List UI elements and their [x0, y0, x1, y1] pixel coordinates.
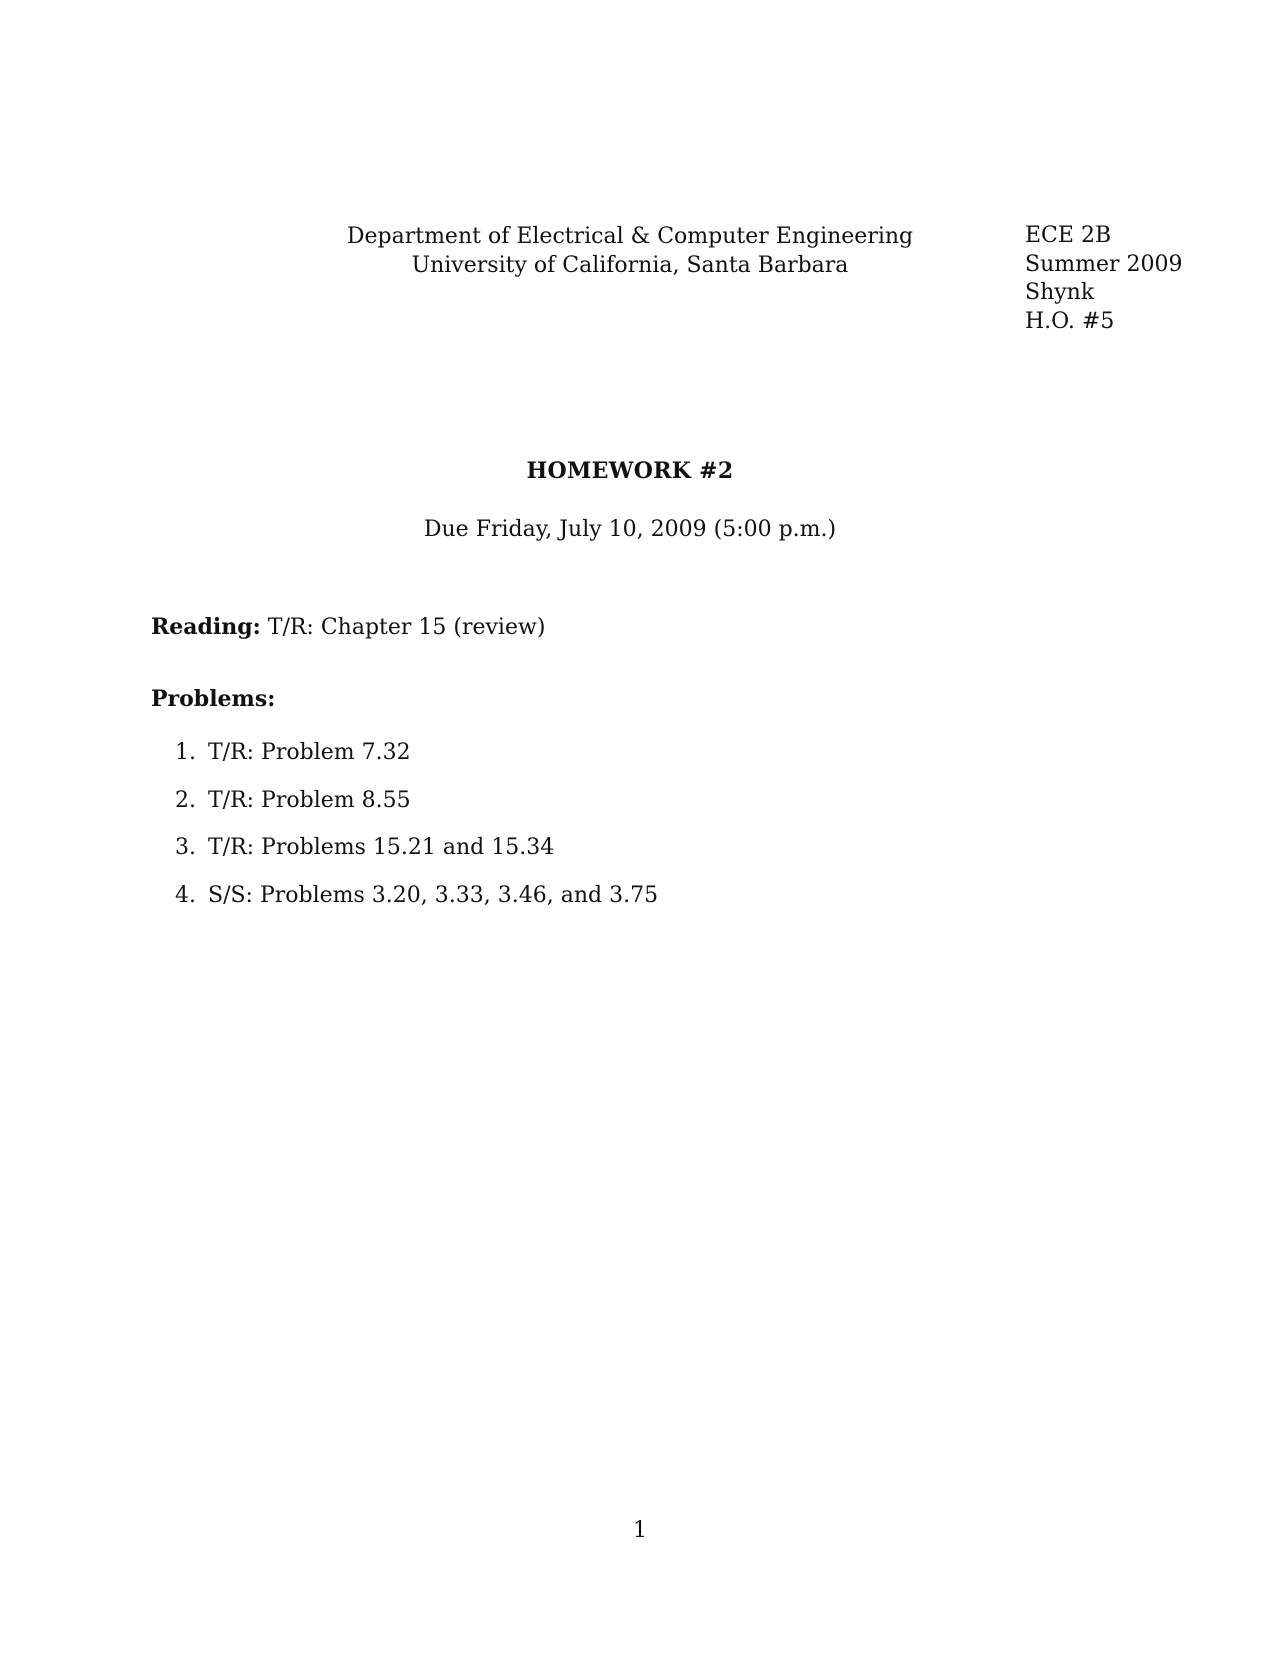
university-name: University of California, Santa Barbara	[411, 253, 849, 278]
problem-number: 3.	[175, 835, 196, 860]
reading-label: Reading:	[151, 614, 261, 640]
list-item	[175, 835, 658, 883]
homework-title: HOMEWORK #2	[526, 458, 734, 484]
problem-number: 2.	[175, 787, 196, 813]
handout-number: H.O. #5	[1025, 308, 1115, 334]
problem-number: 4.	[175, 882, 196, 908]
problem-list	[175, 740, 658, 930]
page-number: 1	[633, 1518, 647, 1543]
reading-text: T/R: Chapter 15 (review)	[260, 615, 546, 640]
department-block	[340, 222, 920, 280]
problem-text: T/R: Problems 15.21 and 15.34	[208, 835, 555, 860]
problem-number: 1.	[175, 740, 196, 765]
problem-text: T/R: Problem 8.55	[208, 787, 411, 813]
course-info-block	[1025, 222, 1245, 336]
list-item	[175, 883, 658, 931]
problems-heading: Problems:	[151, 686, 276, 712]
list-item	[175, 788, 658, 836]
course-code: ECE 2B	[1025, 223, 1112, 248]
problem-text: S/S: Problems 3.20, 3.33, 3.46, and 3.75	[208, 882, 659, 908]
course-term: Summer 2009	[1025, 251, 1183, 277]
instructor-name: Shynk	[1025, 280, 1095, 305]
reading-line	[151, 614, 545, 640]
department-name: Department of Electrical & Computer Engineering	[346, 224, 914, 249]
due-date: Due Friday, July 10, 2009 (5:00 p.m.)	[423, 517, 837, 542]
list-item	[175, 740, 658, 788]
problem-text: T/R: Problem 7.32	[208, 740, 411, 765]
